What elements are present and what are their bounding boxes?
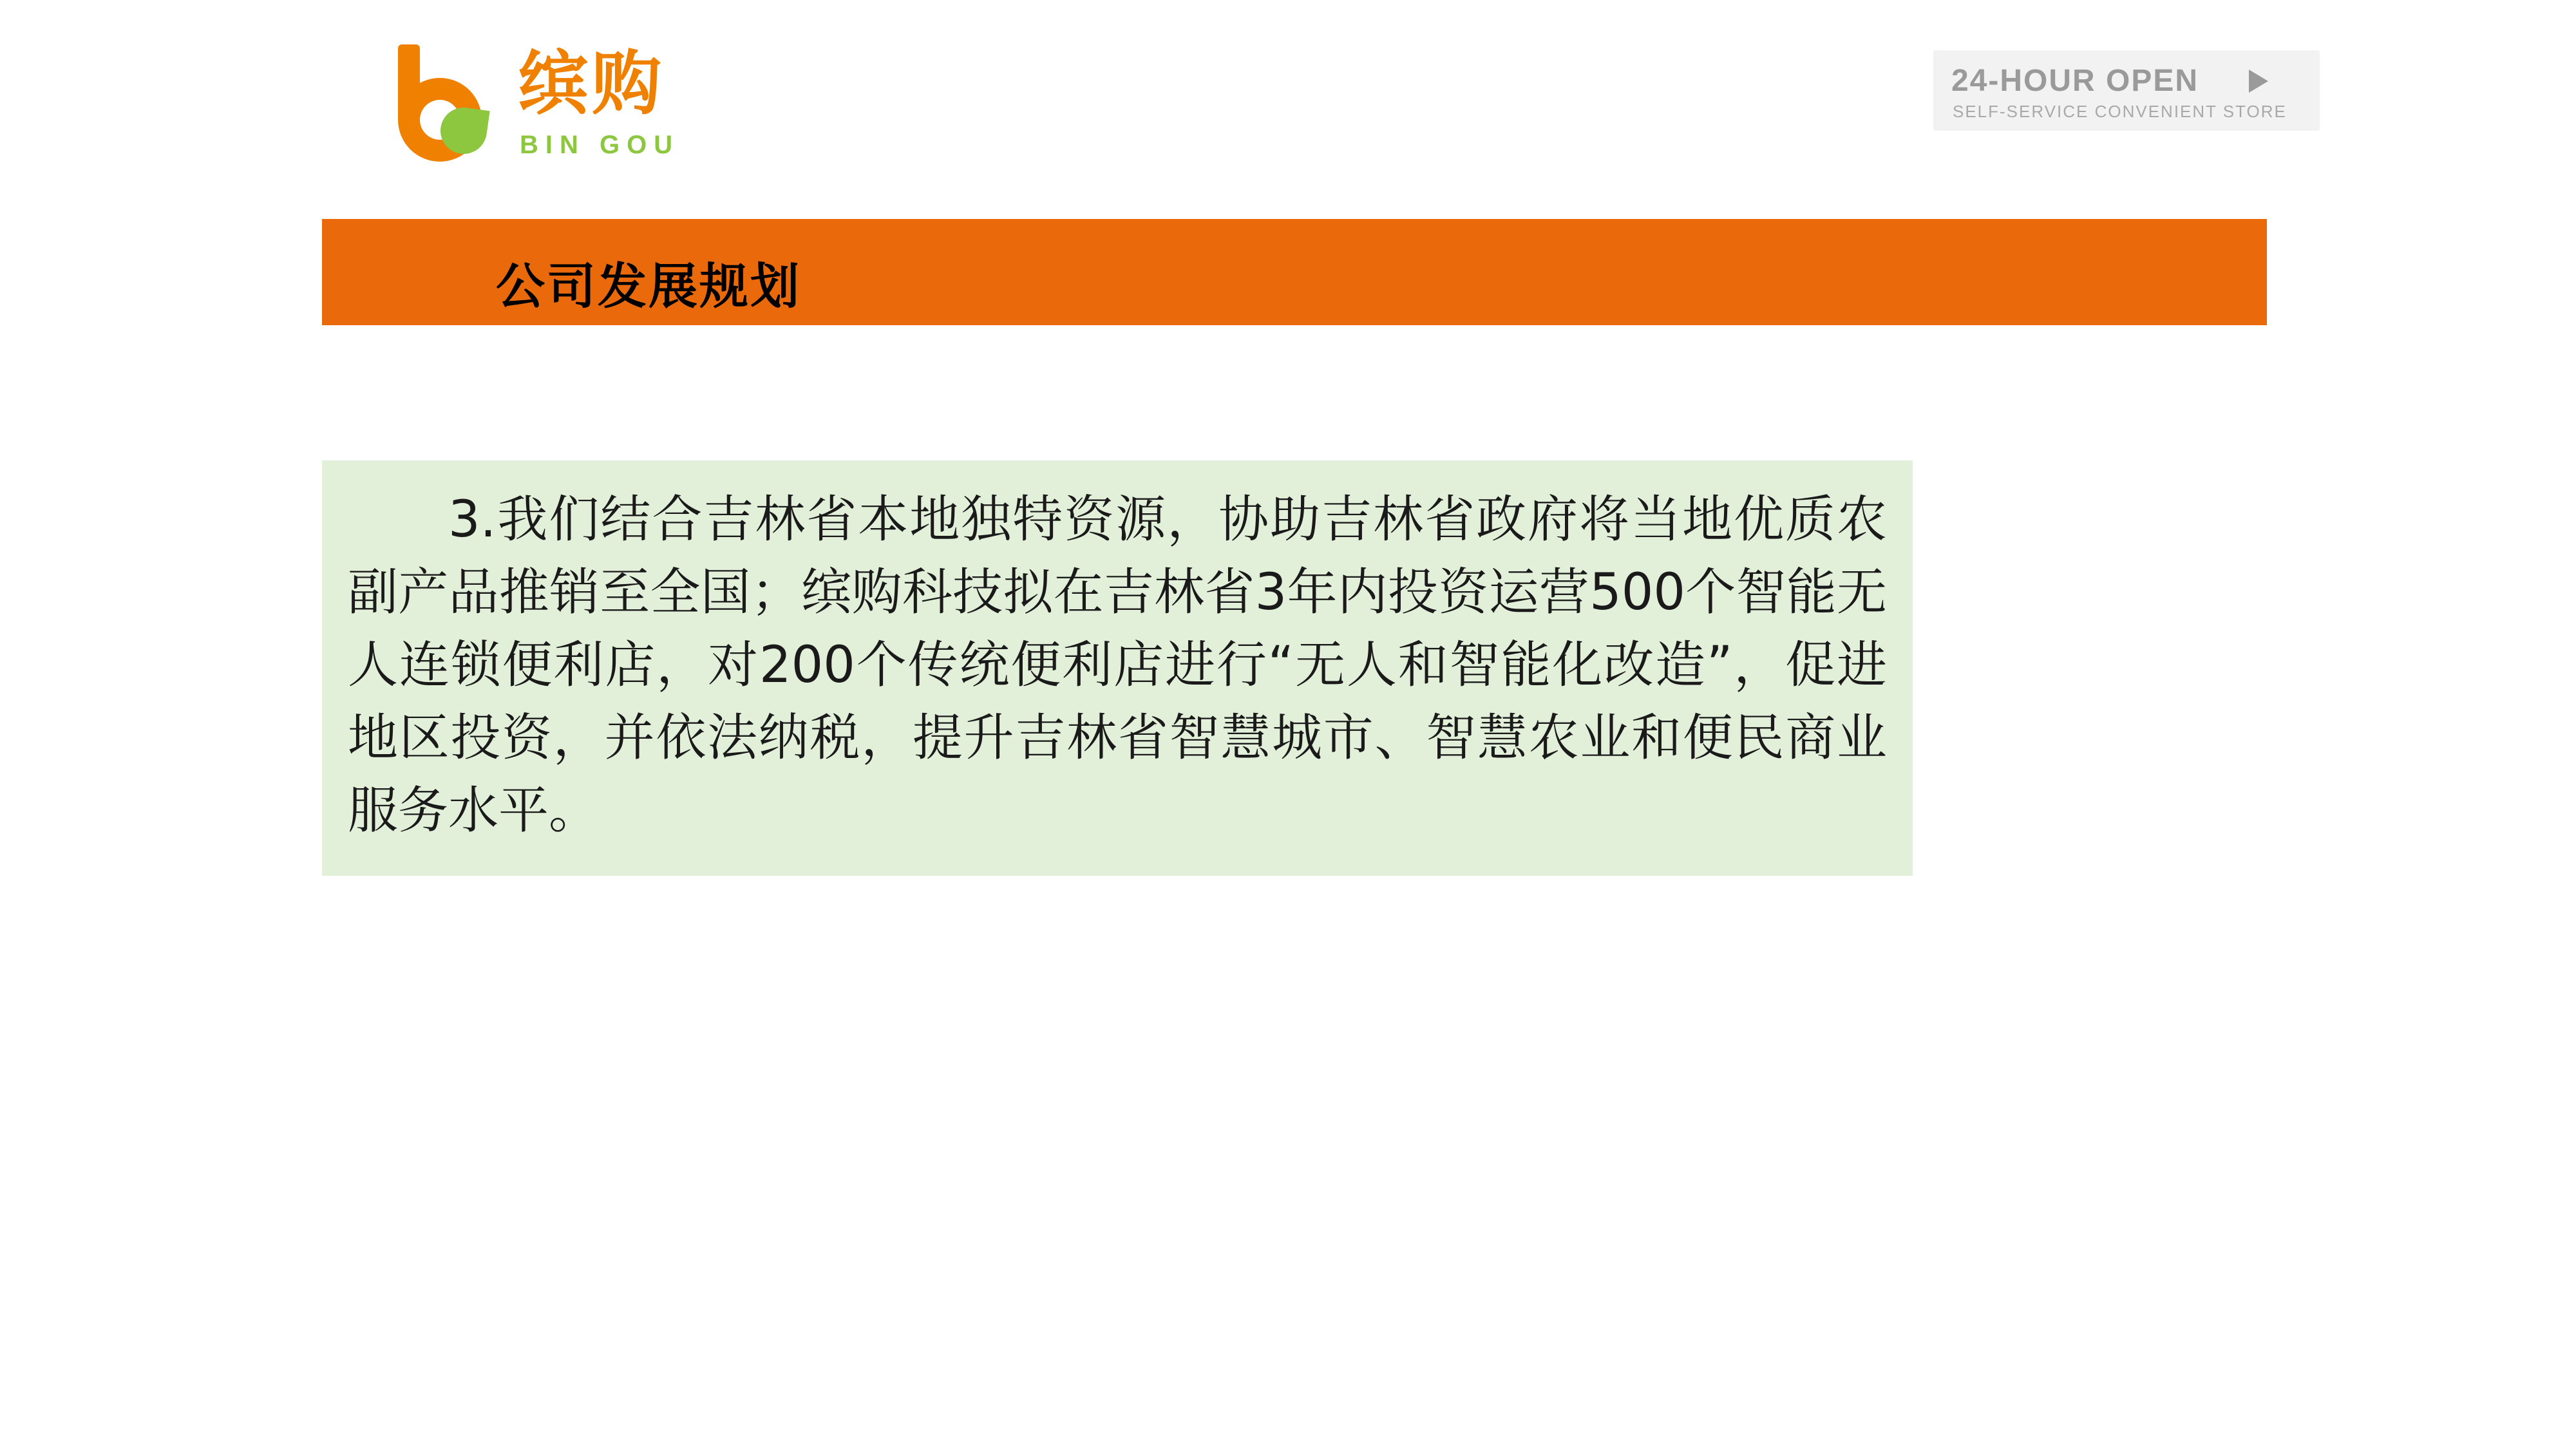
logo-english-name: BIN GOU bbox=[520, 131, 680, 159]
bingou-leaf-b-logo-icon bbox=[386, 41, 509, 163]
watermark-headline: 24-HOUR OPEN bbox=[1951, 64, 2199, 98]
watermark-subline: SELF-SERVICE CONVENIENT STORE bbox=[1953, 102, 2287, 121]
watermark-badge bbox=[1933, 50, 2320, 131]
company-logo bbox=[386, 35, 721, 171]
page-title: 公司发展规划 bbox=[496, 258, 801, 315]
logo-stem-shape bbox=[398, 44, 420, 122]
body-paragraph: 3.我们结合吉林省本地独特资源，协助吉林省政府将当地优质农副产品推销至全国；缤购科技拟在吉林省3年内投资运营500个智能无人连锁便利店，对200个传统便利店进行“无人和智能化改造”，促进地区投资，并依法纳税，提升吉林省智慧城市、智慧农业和便民商业服务水平。 bbox=[348, 491, 1887, 840]
body-text-panel bbox=[322, 460, 1913, 876]
play-triangle-icon bbox=[2249, 70, 2268, 93]
section-title-bar bbox=[322, 219, 2267, 325]
logo-chinese-name: 缤购 bbox=[518, 44, 666, 124]
